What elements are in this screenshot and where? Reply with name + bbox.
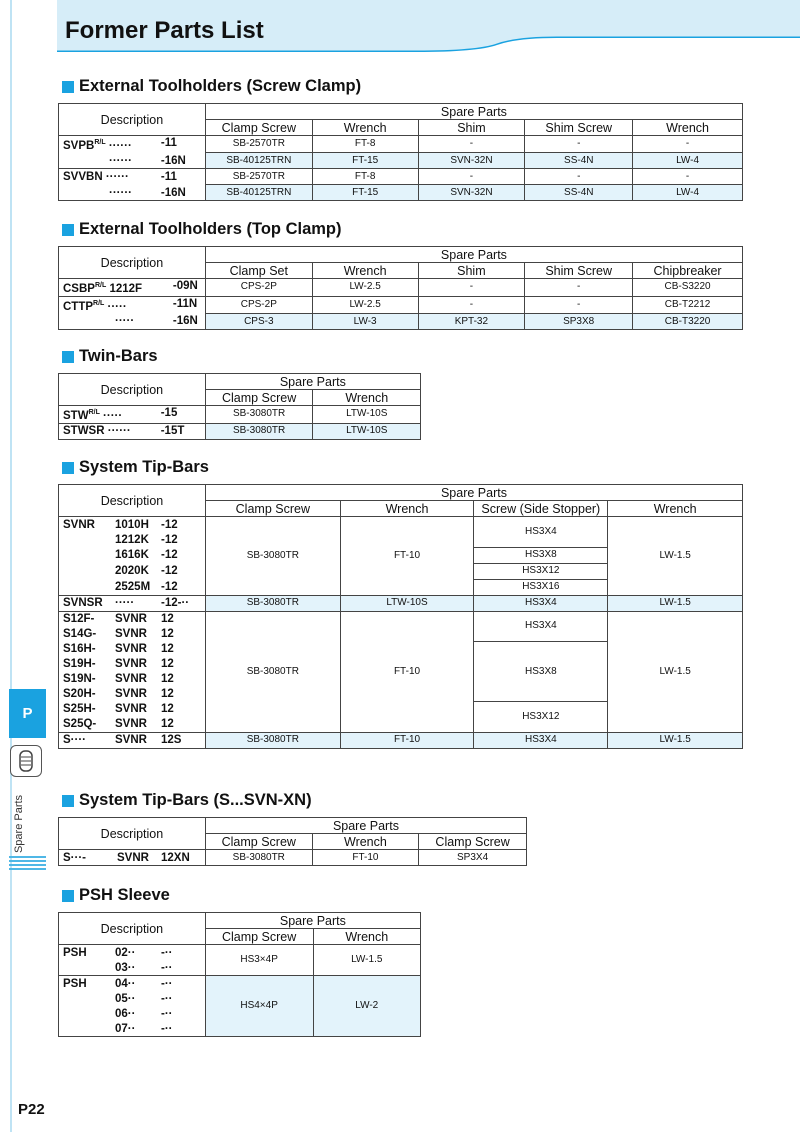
table-cell: $CSBP^{R/L}$ 1212F -09N: [59, 279, 206, 297]
table-cell: HS3×4P: [205, 945, 313, 976]
table-cell: HS3X8: [474, 547, 608, 563]
table-row: [59, 279, 743, 297]
table-cell: LW-1.5: [608, 732, 743, 748]
table-row: [59, 595, 743, 611]
table-cell: LW-3: [312, 314, 418, 330]
table-cell: SB-40125TRN: [205, 185, 312, 201]
description-header: Description: [59, 247, 206, 279]
col-header: Wrench: [312, 120, 418, 136]
table-cell: 06·· -··: [59, 1006, 206, 1021]
table-cell: FT-10: [340, 611, 474, 732]
section-bullet-icon: [62, 81, 74, 93]
spare-parts-header: Spare Parts: [205, 247, 742, 263]
table-cell: LW-4: [633, 185, 743, 201]
table-cell: SB-40125TRN: [205, 153, 312, 169]
col-header: Wrench: [608, 501, 743, 517]
table-cell: HS3X4: [474, 517, 608, 548]
description-header: Description: [59, 818, 206, 850]
table-row: [59, 406, 421, 424]
table-cell: LW-2.5: [312, 296, 418, 313]
col-header: Clamp Set: [205, 263, 312, 279]
table-cell: FT-8: [312, 169, 418, 185]
section-bullet-icon: [62, 795, 74, 807]
col-header: Wrench: [313, 929, 421, 945]
sidebar-rule: [10, 0, 12, 1132]
page-title: Former Parts List: [65, 17, 264, 44]
table-cell: -: [418, 296, 525, 313]
table-twin-bars: [58, 373, 421, 440]
table-cell: -: [525, 279, 633, 297]
table-cell: FT-10: [312, 850, 419, 866]
table-cell: SB-3080TR: [205, 423, 313, 439]
table-cell: SVN-32N: [418, 153, 525, 169]
table-cell: SS-4N: [525, 153, 633, 169]
table-cell: LW-1.5: [608, 595, 743, 611]
table-row: [59, 850, 527, 866]
table-system-tip-bars: [58, 484, 743, 749]
table-row: [59, 976, 421, 992]
table-cell: 2525M -12: [59, 579, 206, 595]
description-header: Description: [59, 374, 206, 406]
table-cell: FT-10: [340, 517, 474, 596]
table-row: [59, 945, 421, 961]
table-cell: SS-4N: [525, 185, 633, 201]
table-cell: 1616K -12: [59, 547, 206, 563]
table-row: [59, 423, 421, 439]
table-cell: SVN-32N: [418, 185, 525, 201]
spare-parts-header: Spare Parts: [205, 104, 742, 120]
table-cell: ······ -16N: [59, 185, 206, 201]
col-header: Shim: [418, 263, 525, 279]
table-cell: SB-3080TR: [205, 595, 340, 611]
table-cell: HS3X4: [474, 611, 608, 642]
table-cell: FT-8: [312, 136, 418, 153]
table-cell: S19H- SVNR 12: [59, 657, 206, 672]
section-tab-p[interactable]: P: [9, 689, 46, 738]
table-cell: FT-15: [312, 153, 418, 169]
table-cell: LTW-10S: [313, 406, 421, 424]
table-cell: S20H- SVNR 12: [59, 687, 206, 702]
col-header: Clamp Screw: [205, 929, 313, 945]
table-cell: S14G- SVNR 12: [59, 627, 206, 642]
table-cell: -: [633, 169, 743, 185]
table-cell: -: [633, 136, 743, 153]
table-cell: PSH 04·· -··: [59, 976, 206, 992]
col-header: Screw (Side Stopper): [474, 501, 608, 517]
table-cell: SB-3080TR: [205, 611, 340, 732]
spare-parts-header: Spare Parts: [205, 913, 420, 929]
table-cell: CB-S3220: [633, 279, 743, 297]
table-cell: ······ -16N: [59, 153, 206, 169]
table-cell: SVVBN ······ -11: [59, 169, 206, 185]
table-row: [59, 611, 743, 627]
col-header: Chipbreaker: [633, 263, 743, 279]
table-cell: SB-3080TR: [205, 850, 312, 866]
spare-parts-screw-icon: [10, 745, 42, 777]
col-header: Wrench: [312, 834, 419, 850]
section-heading-system-tip-bars: System Tip-Bars: [62, 458, 209, 477]
section-heading-psh-sleeve: PSH Sleeve: [62, 886, 170, 905]
table-cell: LW-1.5: [608, 611, 743, 732]
table-cell: S19N- SVNR 12: [59, 672, 206, 687]
col-header: Clamp Screw: [205, 501, 340, 517]
table-cell: LW-2: [313, 976, 421, 1037]
spare-parts-header: Spare Parts: [205, 374, 420, 390]
table-cell: SB-2570TR: [205, 136, 312, 153]
description-header: Description: [59, 485, 206, 517]
table-cell: LTW-10S: [340, 595, 474, 611]
side-label: Spare Parts: [13, 794, 26, 854]
table-cell: LW-2.5: [312, 279, 418, 297]
spare-parts-header: Spare Parts: [205, 818, 526, 834]
table-row: [59, 136, 743, 153]
table-cell: SB-3080TR: [205, 517, 340, 596]
section-bullet-icon: [62, 890, 74, 902]
table-row: [59, 185, 743, 201]
description-header: Description: [59, 104, 206, 136]
table-cell: 03·· -··: [59, 960, 206, 976]
table-cell: CPS-2P: [205, 296, 312, 313]
table-cell: -: [525, 169, 633, 185]
table-cell: S25Q- SVNR 12: [59, 717, 206, 733]
section-heading-svn-xn: System Tip-Bars (S...SVN-XN): [62, 791, 312, 810]
table-top-clamp: [58, 246, 743, 330]
section-bullet-icon: [62, 351, 74, 363]
table-row: [59, 314, 743, 330]
table-cell: CPS-2P: [205, 279, 312, 297]
col-header: Shim: [418, 120, 525, 136]
col-header: Clamp Screw: [205, 390, 313, 406]
table-psh-sleeve: [58, 912, 421, 1037]
section-bullet-icon: [62, 462, 74, 474]
table-cell: SVNSR ····· -12-··: [59, 595, 206, 611]
table-cell: HS3X4: [474, 595, 608, 611]
table-cell: HS3X16: [474, 579, 608, 595]
col-header: Wrench: [312, 263, 418, 279]
description-header: Description: [59, 913, 206, 945]
table-cell: S25H- SVNR 12: [59, 702, 206, 717]
table-cell: -: [418, 136, 525, 153]
table-cell: HS4×4P: [205, 976, 313, 1037]
spare-parts-header: Spare Parts: [205, 485, 742, 501]
col-header: Clamp Screw: [205, 120, 312, 136]
table-cell: S···- SVNR 12XN: [59, 850, 206, 866]
table-cell: 1212K -12: [59, 532, 206, 547]
table-cell: SP3X8: [525, 314, 633, 330]
section-bullet-icon: [62, 224, 74, 236]
table-cell: LW-1.5: [313, 945, 421, 976]
table-cell: CB-T3220: [633, 314, 743, 330]
table-row: [59, 732, 743, 748]
table-cell: -: [525, 136, 633, 153]
col-header: Clamp Screw: [205, 834, 312, 850]
table-cell: SP3X4: [419, 850, 527, 866]
col-header: Shim Screw: [525, 120, 633, 136]
table-row: [59, 153, 743, 169]
table-cell: S···· SVNR 12S: [59, 732, 206, 748]
table-cell: S12F- SVNR 12: [59, 611, 206, 627]
table-cell: -: [418, 169, 525, 185]
table-cell: -: [418, 279, 525, 297]
table-screw-clamp: [58, 103, 743, 201]
table-row: [59, 169, 743, 185]
col-header: Wrench: [340, 501, 474, 517]
section-heading-twin-bars: Twin-Bars: [62, 347, 158, 366]
col-header: Wrench: [313, 390, 421, 406]
table-cell: SB-3080TR: [205, 406, 313, 424]
col-header: Clamp Screw: [419, 834, 527, 850]
table-cell: $STW^{R/L}$ ····· -15: [59, 406, 206, 424]
table-cell: $CTTP^{R/L}$ ····· -11N: [59, 296, 206, 313]
table-cell: LW-1.5: [608, 517, 743, 596]
table-cell: 07·· -··: [59, 1021, 206, 1037]
table-cell: CB-T2212: [633, 296, 743, 313]
table-cell: HS3X8: [474, 642, 608, 702]
table-svn-xn: [58, 817, 527, 866]
table-cell: HS3X12: [474, 563, 608, 579]
table-cell: FT-10: [340, 732, 474, 748]
table-cell: STWSR ······ -15T: [59, 423, 206, 439]
section-heading-top-clamp: External Toolholders (Top Clamp): [62, 220, 342, 239]
table-cell: 05·· -··: [59, 991, 206, 1006]
table-cell: HS3X12: [474, 702, 608, 733]
section-heading-screw-clamp: External Toolholders (Screw Clamp): [62, 77, 361, 96]
col-header: Wrench: [633, 120, 743, 136]
table-cell: FT-15: [312, 185, 418, 201]
table-cell: CPS-3: [205, 314, 312, 330]
side-stripes: [9, 856, 46, 872]
table-cell: SVNR 1010H -12: [59, 517, 206, 533]
table-cell: HS3X4: [474, 732, 608, 748]
page-number: P22: [18, 1101, 45, 1118]
table-row: [59, 517, 743, 533]
table-cell: $SVPB^{R/L}$ ······ -11: [59, 136, 206, 153]
table-row: [59, 296, 743, 313]
table-cell: SB-3080TR: [205, 732, 340, 748]
col-header: Shim Screw: [525, 263, 633, 279]
table-cell: SB-2570TR: [205, 169, 312, 185]
table-cell: ····· -16N: [59, 314, 206, 330]
table-cell: S16H- SVNR 12: [59, 642, 206, 657]
table-cell: KPT-32: [418, 314, 525, 330]
table-cell: LW-4: [633, 153, 743, 169]
table-cell: 2020K -12: [59, 563, 206, 579]
table-cell: -: [525, 296, 633, 313]
table-cell: PSH 02·· -··: [59, 945, 206, 961]
table-cell: LTW-10S: [313, 423, 421, 439]
